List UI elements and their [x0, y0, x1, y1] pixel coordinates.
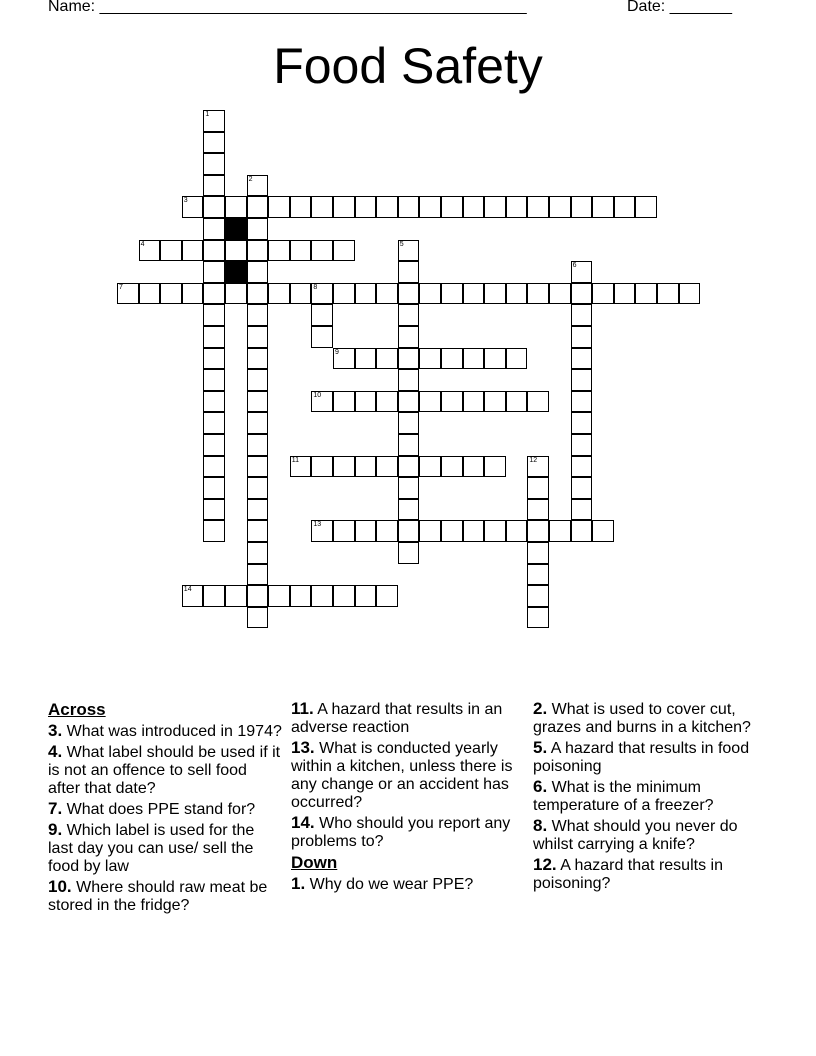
grid-cell[interactable] — [355, 348, 377, 370]
grid-cell[interactable] — [182, 585, 204, 607]
grid-cell[interactable] — [247, 196, 269, 218]
grid-cell[interactable] — [355, 391, 377, 413]
grid-cell[interactable] — [571, 348, 593, 370]
grid-cell[interactable] — [225, 283, 247, 305]
grid-cell[interactable] — [527, 585, 549, 607]
clue-number: 5 — [399, 240, 404, 248]
clue-item-number: 5. — [533, 738, 548, 757]
clue-item — [291, 875, 521, 894]
grid-cell[interactable] — [398, 283, 420, 305]
grid-cell[interactable] — [463, 348, 485, 370]
clues-column-1 — [48, 700, 283, 917]
grid-cell[interactable] — [247, 348, 269, 370]
grid-cell[interactable] — [506, 348, 528, 370]
grid-cell[interactable] — [527, 477, 549, 499]
clue-number: 12 — [529, 456, 538, 464]
grid-cell[interactable] — [398, 412, 420, 434]
grid-cell[interactable] — [247, 175, 269, 197]
grid-cell[interactable] — [290, 283, 312, 305]
clue-item — [291, 700, 521, 737]
grid-cell[interactable] — [571, 412, 593, 434]
grid-cell[interactable] — [311, 283, 333, 305]
grid-cell[interactable] — [592, 283, 614, 305]
clue-item-text: Which label is used for the last day you can use/ sell the food by law — [48, 822, 255, 875]
grid-cell[interactable] — [463, 391, 485, 413]
grid-cell[interactable] — [398, 261, 420, 283]
grid-cell[interactable] — [419, 283, 441, 305]
grid-cell[interactable] — [203, 520, 225, 542]
grid-cell[interactable] — [247, 477, 269, 499]
clue-number: 2 — [248, 175, 253, 183]
grid-cell[interactable] — [311, 456, 333, 478]
grid-cell[interactable] — [290, 585, 312, 607]
grid-cell[interactable] — [441, 456, 463, 478]
grid-cell[interactable] — [398, 391, 420, 413]
clue-item — [48, 722, 283, 741]
grid-cell[interactable] — [268, 240, 290, 262]
grid-cell[interactable] — [247, 261, 269, 283]
clue-item-text: Where should raw meat be stored in the fridge? — [48, 879, 268, 914]
grid-cell[interactable] — [376, 283, 398, 305]
grid-cell[interactable] — [484, 520, 506, 542]
grid-cell[interactable] — [527, 499, 549, 521]
grid-cell[interactable] — [571, 520, 593, 542]
grid-cell[interactable] — [247, 326, 269, 348]
grid-cell[interactable] — [398, 369, 420, 391]
grid-cell[interactable] — [311, 196, 333, 218]
grid-cell[interactable] — [463, 196, 485, 218]
grid-cell[interactable] — [333, 456, 355, 478]
grid-cell[interactable] — [203, 283, 225, 305]
grid-cell[interactable] — [614, 283, 636, 305]
grid-cell[interactable] — [203, 456, 225, 478]
grid-cell[interactable] — [657, 283, 679, 305]
across-heading: Across — [48, 700, 106, 719]
grid-cell[interactable] — [247, 542, 269, 564]
grid-cell[interactable] — [635, 196, 657, 218]
grid-cell[interactable] — [182, 240, 204, 262]
grid-cell[interactable] — [225, 240, 247, 262]
grid-cell[interactable] — [614, 196, 636, 218]
clue-item-number: 3. — [48, 721, 63, 740]
grid-cell[interactable] — [398, 456, 420, 478]
grid-cell[interactable] — [203, 412, 225, 434]
grid-cell[interactable] — [203, 499, 225, 521]
grid-cell[interactable] — [527, 456, 549, 478]
grid-cell[interactable] — [333, 348, 355, 370]
grid-cell[interactable] — [419, 520, 441, 542]
grid-cell[interactable] — [203, 391, 225, 413]
grid-cell[interactable] — [290, 240, 312, 262]
grid-cell[interactable] — [527, 564, 549, 586]
clue-item-text: What was introduced in 1974? — [62, 723, 282, 740]
grid-cell[interactable] — [376, 456, 398, 478]
grid-cell[interactable] — [419, 391, 441, 413]
grid-cell[interactable] — [441, 283, 463, 305]
grid-cell[interactable] — [203, 175, 225, 197]
grid-cell[interactable] — [333, 520, 355, 542]
clue-item-text: What label should be used if it is not an offence to sell food after that date? — [48, 744, 281, 797]
grid-cell[interactable] — [290, 196, 312, 218]
grid-cell[interactable] — [376, 391, 398, 413]
clue-item — [533, 700, 763, 737]
grid-cell[interactable] — [268, 196, 290, 218]
clue-item-text: A hazard that results in an adverse reaction — [291, 701, 503, 736]
clue-item — [533, 817, 763, 854]
clue-number: 6 — [572, 262, 577, 270]
grid-cell[interactable] — [527, 607, 549, 629]
clue-item-number: 11. — [291, 699, 314, 718]
grid-cell[interactable] — [203, 218, 225, 240]
clue-item-number: 8. — [533, 816, 548, 835]
black-cell — [225, 261, 247, 283]
grid-cell[interactable] — [463, 456, 485, 478]
grid-cell[interactable] — [571, 456, 593, 478]
grid-cell[interactable] — [506, 196, 528, 218]
grid-cell[interactable] — [571, 369, 593, 391]
clue-item-text: What is used to cover cut, grazes and burns in a kitchen? — [533, 701, 751, 736]
clue-item-number: 6. — [533, 777, 548, 796]
grid-cell[interactable] — [333, 196, 355, 218]
clue-item-text: A hazard that results in poisoning? — [533, 857, 723, 892]
clue-number: 9 — [335, 348, 339, 356]
grid-cell[interactable] — [463, 520, 485, 542]
grid-cell[interactable] — [160, 240, 182, 262]
grid-cell[interactable] — [247, 434, 269, 456]
clue-number: 13 — [313, 521, 322, 529]
grid-cell[interactable] — [571, 283, 593, 305]
grid-cell[interactable] — [203, 304, 225, 326]
grid-cell[interactable] — [419, 456, 441, 478]
grid-cell[interactable] — [247, 369, 269, 391]
grid-cell[interactable] — [484, 196, 506, 218]
grid-cell[interactable] — [247, 240, 269, 262]
clue-item-number: 12. — [533, 855, 557, 874]
grid-cell[interactable] — [355, 520, 377, 542]
grid-cell[interactable] — [247, 218, 269, 240]
grid-cell[interactable] — [311, 391, 333, 413]
grid-cell[interactable] — [376, 196, 398, 218]
grid-cell[interactable] — [333, 391, 355, 413]
grid-cell[interactable] — [247, 412, 269, 434]
grid-cell[interactable] — [463, 283, 485, 305]
grid-cell[interactable] — [203, 326, 225, 348]
grid-cell[interactable] — [506, 283, 528, 305]
grid-cell[interactable] — [506, 391, 528, 413]
grid-cell[interactable] — [592, 520, 614, 542]
grid-cell[interactable] — [203, 153, 225, 175]
grid-cell[interactable] — [398, 434, 420, 456]
grid-cell[interactable] — [635, 283, 657, 305]
clue-item-number: 14. — [291, 813, 315, 832]
grid-cell[interactable] — [398, 348, 420, 370]
grid-cell[interactable] — [203, 348, 225, 370]
down-heading: Down — [291, 853, 338, 872]
grid-cell[interactable] — [247, 564, 269, 586]
grid-cell[interactable] — [333, 585, 355, 607]
grid-cell[interactable] — [527, 196, 549, 218]
grid-cell[interactable] — [247, 520, 269, 542]
grid-cell[interactable] — [268, 283, 290, 305]
grid-cell[interactable] — [571, 304, 593, 326]
grid-cell[interactable] — [484, 283, 506, 305]
grid-cell[interactable] — [203, 477, 225, 499]
clue-item-text: What does PPE stand for? — [62, 801, 256, 818]
grid-cell[interactable] — [527, 391, 549, 413]
grid-cell[interactable] — [571, 477, 593, 499]
grid-cell[interactable] — [203, 369, 225, 391]
grid-cell[interactable] — [398, 196, 420, 218]
clue-item — [291, 814, 521, 851]
grid-cell[interactable] — [398, 477, 420, 499]
grid-cell[interactable] — [571, 391, 593, 413]
clue-item — [533, 856, 763, 893]
clue-item — [48, 878, 283, 915]
grid-cell[interactable] — [333, 283, 355, 305]
clue-item-number: 7. — [48, 799, 63, 818]
clue-item-text: What should you never do whilst carrying a knife? — [533, 818, 738, 853]
grid-cell[interactable] — [203, 261, 225, 283]
grid-cell[interactable] — [247, 499, 269, 521]
grid-cell[interactable] — [225, 196, 247, 218]
grid-cell[interactable] — [571, 261, 593, 283]
grid-cell[interactable] — [506, 520, 528, 542]
clue-item-number: 1. — [291, 874, 306, 893]
grid-cell[interactable] — [592, 196, 614, 218]
grid-cell[interactable] — [441, 196, 463, 218]
grid-cell[interactable] — [311, 240, 333, 262]
clue-number: 1 — [205, 111, 210, 118]
grid-cell[interactable] — [679, 283, 701, 305]
name-field-label: Name: ________________________________________________ — [48, 0, 527, 15]
grid-cell[interactable] — [355, 196, 377, 218]
clue-item — [533, 778, 763, 815]
grid-cell[interactable] — [549, 196, 571, 218]
grid-cell[interactable] — [398, 304, 420, 326]
grid-cell[interactable] — [203, 434, 225, 456]
grid-cell[interactable] — [203, 196, 225, 218]
grid-cell[interactable] — [333, 240, 355, 262]
clue-item — [291, 739, 521, 812]
grid-cell[interactable] — [376, 348, 398, 370]
grid-cell[interactable] — [355, 585, 377, 607]
grid-cell[interactable] — [311, 520, 333, 542]
grid-cell[interactable] — [247, 391, 269, 413]
grid-cell[interactable] — [182, 283, 204, 305]
clue-item — [48, 821, 283, 876]
grid-cell[interactable] — [398, 520, 420, 542]
grid-cell[interactable] — [139, 283, 161, 305]
grid-cell[interactable] — [571, 196, 593, 218]
clue-number: 3 — [183, 197, 188, 205]
clue-item — [48, 800, 283, 819]
grid-cell[interactable] — [527, 542, 549, 564]
grid-cell[interactable] — [441, 391, 463, 413]
grid-cell[interactable] — [571, 326, 593, 348]
grid-cell[interactable] — [311, 304, 333, 326]
grid-cell[interactable] — [311, 326, 333, 348]
clue-item-text: What is the minimum temperature of a freezer? — [533, 779, 714, 814]
clues-column-3 — [533, 700, 763, 895]
grid-cell[interactable] — [203, 240, 225, 262]
clues-column-2 — [291, 700, 521, 896]
clue-number: 8 — [313, 283, 318, 291]
grid-cell[interactable] — [203, 110, 225, 132]
grid-cell[interactable] — [160, 283, 182, 305]
clue-item-number: 10. — [48, 877, 72, 896]
grid-cell[interactable] — [484, 348, 506, 370]
grid-cell[interactable] — [182, 196, 204, 218]
grid-cell[interactable] — [247, 585, 269, 607]
grid-cell[interactable] — [247, 456, 269, 478]
black-cell — [225, 218, 247, 240]
clue-number: 4 — [140, 240, 145, 248]
clue-item-text: Why do we wear PPE? — [305, 876, 474, 893]
grid-cell[interactable] — [398, 499, 420, 521]
grid-cell[interactable] — [117, 283, 139, 305]
clue-item-text: A hazard that results in food poisoning — [533, 740, 750, 775]
grid-cell[interactable] — [268, 585, 290, 607]
clue-number: 10 — [313, 391, 322, 399]
clue-item-number: 2. — [533, 699, 548, 718]
clue-number: 7 — [119, 283, 123, 291]
grid-cell[interactable] — [139, 240, 161, 262]
clue-item-text: Who should you report any problems to? — [291, 815, 511, 850]
grid-cell[interactable] — [419, 196, 441, 218]
grid-cell[interactable] — [549, 520, 571, 542]
grid-cell[interactable] — [247, 607, 269, 629]
grid-cell[interactable] — [484, 456, 506, 478]
grid-cell[interactable] — [484, 391, 506, 413]
clue-item-text: What is conducted yearly within a kitchen, unless there is any change or an accident has occurred? — [291, 740, 513, 811]
grid-cell[interactable] — [398, 542, 420, 564]
date-field-label: Date: _______ — [627, 0, 732, 15]
grid-cell[interactable] — [355, 283, 377, 305]
grid-cell[interactable] — [203, 132, 225, 154]
grid-cell[interactable] — [549, 283, 571, 305]
grid-cell[interactable] — [203, 585, 225, 607]
grid-cell[interactable] — [571, 499, 593, 521]
grid-cell[interactable] — [247, 283, 269, 305]
grid-cell[interactable] — [355, 456, 377, 478]
grid-cell[interactable] — [398, 240, 420, 262]
clue-number: 11 — [291, 456, 300, 464]
grid-cell[interactable] — [527, 520, 549, 542]
grid-cell[interactable] — [419, 348, 441, 370]
grid-cell[interactable] — [441, 348, 463, 370]
grid-cell[interactable] — [311, 585, 333, 607]
page-title: Food Safety — [273, 38, 543, 94]
clue-item-number: 9. — [48, 820, 63, 839]
clue-item — [533, 739, 763, 776]
grid-cell[interactable] — [376, 585, 398, 607]
grid-cell[interactable] — [225, 585, 247, 607]
grid-cell[interactable] — [290, 456, 312, 478]
clue-number: 14 — [183, 586, 192, 594]
clue-item-number: 13. — [291, 738, 315, 757]
grid-cell[interactable] — [441, 520, 463, 542]
grid-cell[interactable] — [571, 434, 593, 456]
grid-cell[interactable] — [398, 326, 420, 348]
grid-cell[interactable] — [527, 283, 549, 305]
grid-cell[interactable] — [376, 520, 398, 542]
clue-item — [48, 743, 283, 798]
clue-item-number: 4. — [48, 742, 63, 761]
grid-cell[interactable] — [247, 304, 269, 326]
